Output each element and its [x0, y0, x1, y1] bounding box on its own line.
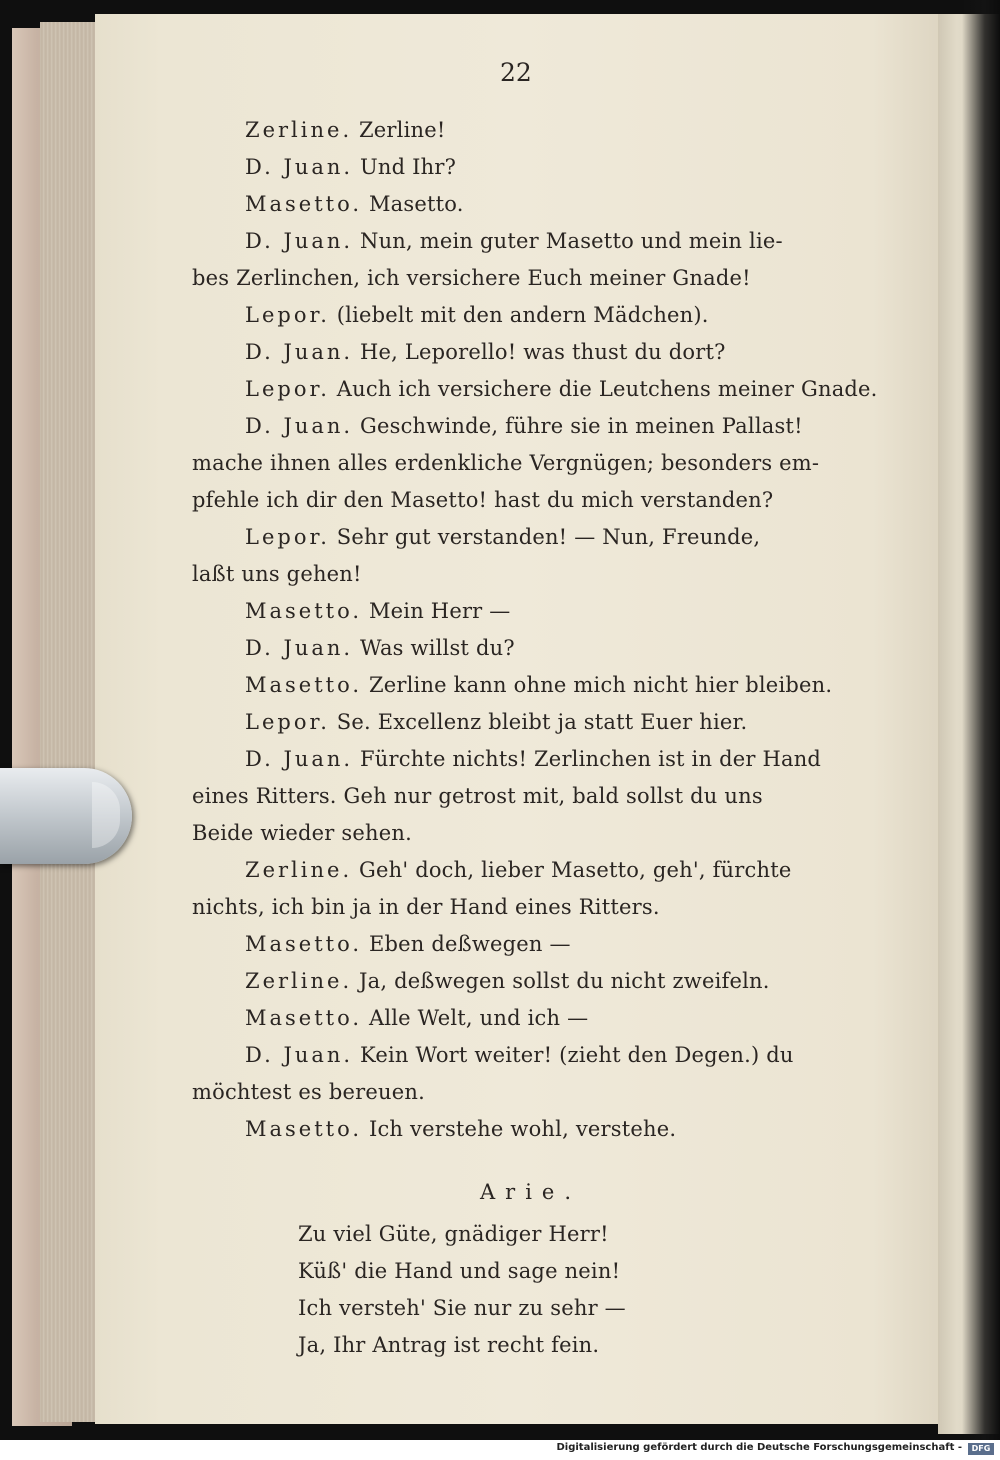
line-text: Masetto.	[368, 192, 464, 216]
speaker-name: Lepor.	[245, 710, 330, 734]
aria-line: Ja, Ihr Antrag ist recht fein.	[298, 1333, 600, 1357]
speaker-name: Zerline.	[245, 969, 353, 993]
line-text: Nun, mein guter Masetto und mein lie-	[360, 229, 783, 253]
speaker-name: D. Juan.	[245, 1043, 354, 1067]
line-text: (liebelt mit den andern Mädchen).	[336, 303, 709, 327]
text-line	[245, 673, 832, 697]
text-line	[192, 821, 412, 845]
text-line	[192, 266, 751, 290]
text-line	[245, 303, 709, 327]
line-text: nichts, ich bin ja in der Hand eines Ritters.	[192, 895, 660, 919]
speaker-name: D. Juan.	[245, 229, 354, 253]
speaker-name: Masetto.	[245, 192, 363, 216]
line-text: Alle Welt, und ich —	[368, 1006, 589, 1030]
line-text: Eben deßwegen —	[368, 932, 571, 956]
line-text: Und Ihr?	[360, 155, 457, 179]
speaker-name: Masetto.	[245, 1117, 363, 1141]
speaker-name: D. Juan.	[245, 155, 354, 179]
text-line	[245, 858, 791, 882]
text-line	[245, 525, 760, 549]
line-text: He, Leporello! was thust du dort?	[360, 340, 726, 364]
page-number: 22	[500, 58, 532, 87]
text-line	[192, 895, 660, 919]
text-line	[245, 636, 515, 660]
speaker-name: Zerline.	[245, 118, 353, 142]
text-line	[245, 229, 783, 253]
speaker-name: Masetto.	[245, 932, 363, 956]
text-line	[245, 710, 747, 734]
speaker-name: D. Juan.	[245, 747, 354, 771]
line-text: eines Ritters. Geh nur getrost mit, bald sollst du uns	[192, 784, 763, 808]
text-line	[245, 192, 464, 216]
line-text: Auch ich versichere die Leutchens meiner Gnade.	[336, 377, 878, 401]
text-line	[245, 969, 770, 993]
speaker-name: Lepor.	[245, 377, 330, 401]
line-text: Se. Excellenz bleibt ja statt Euer hier.	[336, 710, 748, 734]
text-line	[245, 377, 878, 401]
speaker-name: Zerline.	[245, 858, 353, 882]
text-line	[245, 1117, 676, 1141]
line-text: laßt uns gehen!	[192, 562, 362, 586]
speaker-name: Lepor.	[245, 525, 330, 549]
line-text: bes Zerlinchen, ich versichere Euch meiner Gnade!	[192, 266, 751, 290]
text-line	[192, 1080, 425, 1104]
text-line	[245, 1043, 794, 1067]
text-line	[192, 784, 763, 808]
line-text: Zerline kann ohne mich nicht hier bleiben.	[368, 673, 833, 697]
aria-line: Küß' die Hand und sage nein!	[298, 1259, 621, 1283]
line-text: Beide wieder sehen.	[192, 821, 412, 845]
text-line	[245, 340, 726, 364]
aria-title: Arie.	[480, 1180, 582, 1204]
scan-shadow	[962, 0, 1000, 1440]
text-line	[245, 747, 821, 771]
text-line	[245, 414, 803, 438]
aria-line: Ich versteh' Sie nur zu sehr —	[298, 1296, 626, 1320]
line-text: Ja, deßwegen sollst du nicht zweifeln.	[359, 969, 770, 993]
line-text: Zerline!	[359, 118, 446, 142]
speaker-name: Lepor.	[245, 303, 330, 327]
speaker-name: Masetto.	[245, 673, 363, 697]
line-text: Kein Wort weiter! (zieht den Degen.) du	[360, 1043, 794, 1067]
dfg-logo-badge: DFG	[968, 1443, 994, 1455]
speaker-name: D. Juan.	[245, 636, 354, 660]
speaker-name: Masetto.	[245, 1006, 363, 1030]
text-line	[245, 932, 571, 956]
speaker-name: Masetto.	[245, 599, 363, 623]
line-text: Geh' doch, lieber Masetto, geh', fürchte	[359, 858, 792, 882]
line-text: pfehle ich dir den Masetto! hast du mich verstanden?	[192, 488, 774, 512]
funding-notice: Digitalisierung gefördert durch die Deutsche Forschungsgemeinschaft -	[556, 1442, 962, 1453]
speaker-name: D. Juan.	[245, 414, 354, 438]
line-text: Fürchte nichts! Zerlinchen ist in der Hand	[360, 747, 822, 771]
footer-bar	[0, 1440, 1000, 1460]
text-line	[192, 451, 819, 475]
line-text: Sehr gut verstanden! — Nun, Freunde,	[336, 525, 761, 549]
text-line	[245, 599, 511, 623]
text-line	[192, 562, 362, 586]
text-line	[245, 155, 456, 179]
line-text: mache ihnen alles erdenkliche Vergnügen; besonders em-	[192, 451, 820, 475]
text-line	[245, 118, 446, 142]
line-text: Mein Herr —	[368, 599, 511, 623]
speaker-name: D. Juan.	[245, 340, 354, 364]
page-clip	[0, 768, 132, 864]
aria-line: Zu viel Güte, gnädiger Herr!	[298, 1222, 609, 1246]
text-line	[192, 488, 773, 512]
line-text: möchtest es bereuen.	[192, 1080, 425, 1104]
text-line	[245, 1006, 588, 1030]
line-text: Geschwinde, führe sie in meinen Pallast!	[360, 414, 803, 438]
line-text: Ich verstehe wohl, verstehe.	[368, 1117, 677, 1141]
line-text: Was willst du?	[360, 636, 515, 660]
